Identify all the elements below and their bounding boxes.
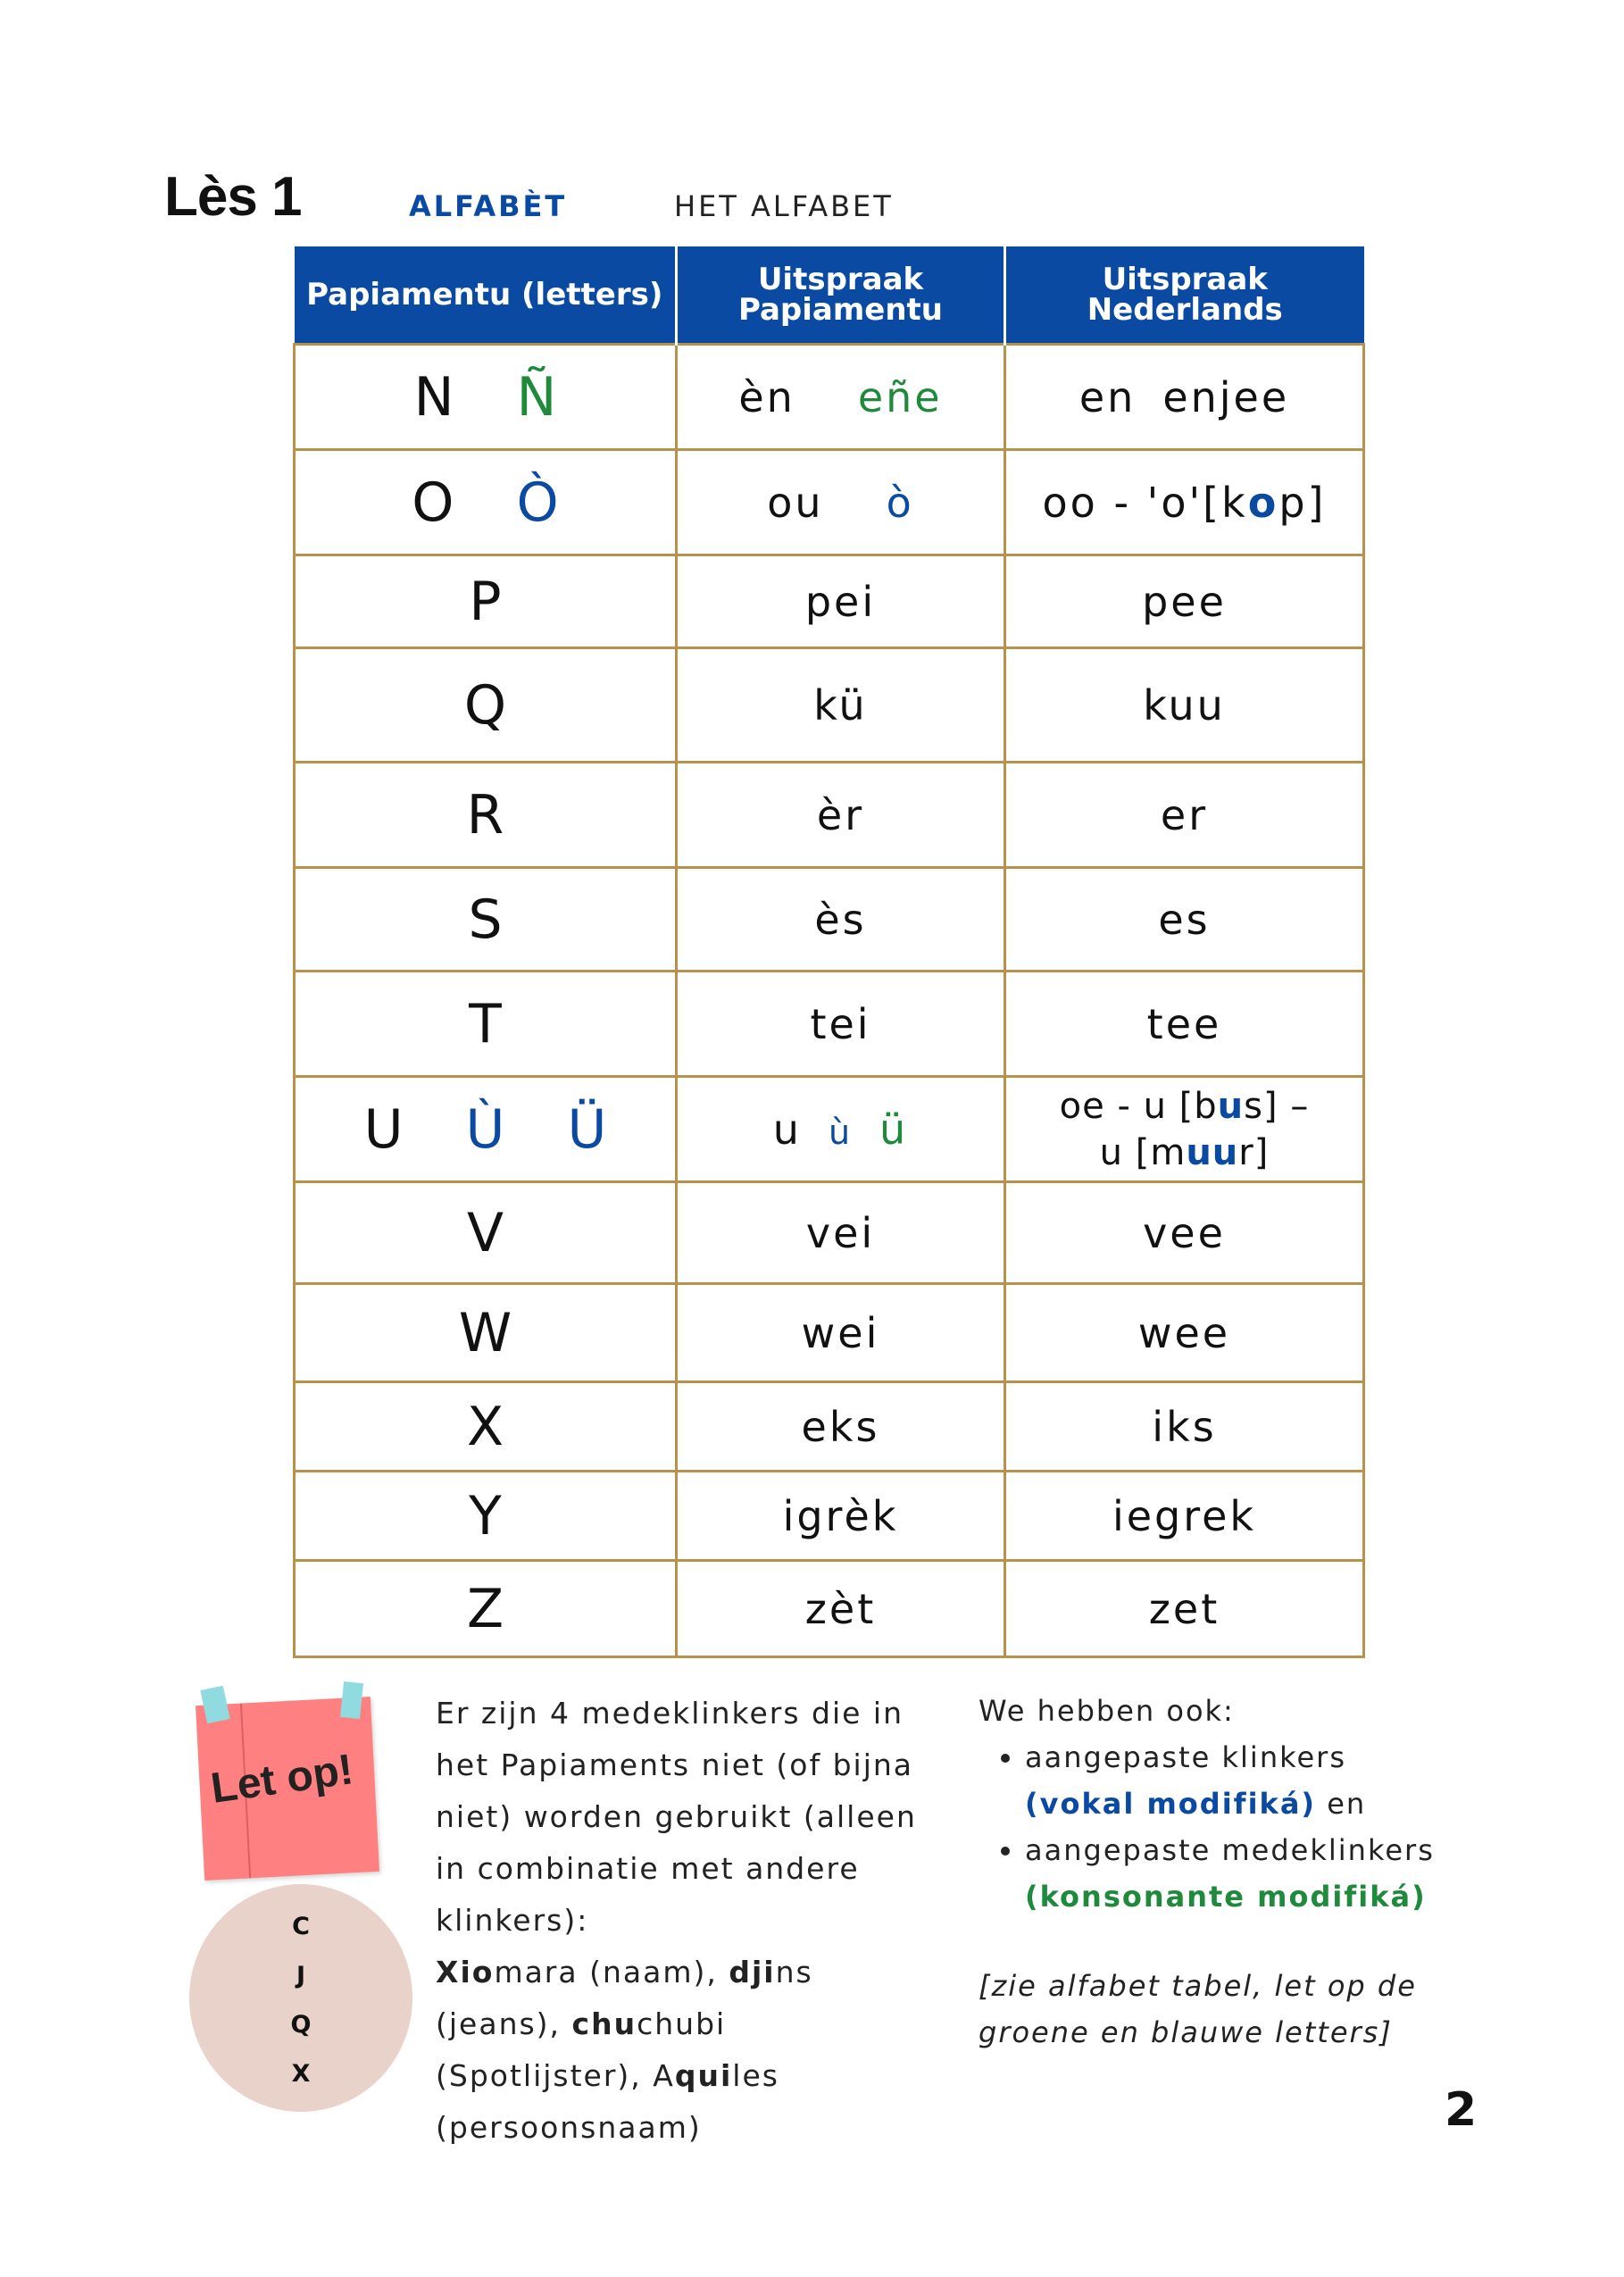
item-term: (vokal modifiká) [1025, 1787, 1317, 1821]
pron-nl-example: 'o'[k [1146, 478, 1248, 527]
table-row [295, 555, 1364, 648]
pron-nl-line2: u [m [1099, 1131, 1187, 1173]
table-row [295, 1561, 1364, 1657]
table-row [295, 1182, 1364, 1284]
pron-dutch-cell: zet [1005, 1561, 1364, 1657]
table-row [295, 1284, 1364, 1382]
letter-cell: Q [295, 648, 677, 763]
letter-cell: Z [295, 1561, 677, 1657]
list-item [1025, 1827, 1478, 1920]
pron-papiamentu-cell: zèt [677, 1561, 1005, 1657]
pron-papiamentu-cell: kü [677, 648, 1005, 763]
letter-cell: T [295, 972, 677, 1077]
item-text: aangepaste klinkers [1025, 1740, 1346, 1774]
example-text: ns (jeans), [436, 1955, 813, 2041]
header-pronunciation-papiamentu: Uitspraak Papiamentu [677, 246, 1005, 345]
pron-dutch-cell [1005, 450, 1364, 555]
letter-cell: W [295, 1284, 677, 1382]
pron-nl-line2-end: r] [1238, 1131, 1270, 1173]
letter: O [412, 471, 454, 534]
alfabet-label: ALFABÈT [409, 189, 568, 223]
table-row [295, 972, 1364, 1077]
item-term: (konsonante modifiká) [1025, 1880, 1427, 1914]
modified-letters-block [979, 1688, 1478, 2056]
example-bold: chu [571, 2006, 637, 2041]
right-intro: We hebben ook: [979, 1694, 1235, 1728]
pron-nl-highlight-2: uu [1186, 1131, 1239, 1173]
alphabet-table [293, 246, 1365, 1658]
example-text: chubi (Spotlijster), [436, 2006, 727, 2093]
pron-papiamentu-cell: tei [677, 972, 1005, 1077]
table-row [295, 1077, 1364, 1182]
letter: U [363, 1097, 404, 1161]
pron-nl-highlight: o [1247, 478, 1279, 527]
pron-papiamentu-cell [677, 1077, 1005, 1182]
lesson-title: Lès 1 [164, 166, 302, 228]
pron-variant: eñe [857, 372, 943, 421]
letter-cell: V [295, 1182, 677, 1284]
letter-cell: P [295, 555, 677, 648]
table-row [295, 345, 1364, 450]
pron: u [772, 1105, 802, 1154]
pron-papiamentu-cell: wei [677, 1284, 1005, 1382]
pron-dutch-cell: wee [1005, 1284, 1364, 1382]
pron-papiamentu-cell: èr [677, 763, 1005, 868]
pron-dutch-cell: iks [1005, 1382, 1364, 1472]
pron-dutch-cell [1005, 1077, 1364, 1182]
table-header-row [295, 246, 1364, 345]
pron-dutch-cell: es [1005, 868, 1364, 972]
example-bold: Xio [436, 1955, 495, 1989]
pron-variant: ò [886, 478, 914, 527]
unused-letter: Q [290, 2011, 312, 2039]
letter-variant: Ò [516, 471, 559, 534]
letter: N [413, 365, 454, 429]
example-bold: qui [674, 2058, 733, 2093]
item-suffix: en [1327, 1787, 1367, 1821]
header-pronunciation-dutch: Uitspraak Nederlands [1005, 246, 1364, 345]
pron-papiamentu-cell: pei [677, 555, 1005, 648]
list-item [1025, 1734, 1478, 1827]
note-label: Let op! [208, 1746, 356, 1813]
consonants-paragraph [436, 1688, 936, 2154]
item-text: aangepaste medeklinkers [1025, 1833, 1435, 1867]
pron-dutch-cell: kuu [1005, 648, 1364, 763]
unused-letters-list [189, 1902, 412, 2098]
pron-nl-example-end: p] [1278, 478, 1327, 527]
letter-cell: S [295, 868, 677, 972]
pron-papiamentu-cell [677, 345, 1005, 450]
tape-icon [340, 1681, 363, 1719]
letter-cell [295, 450, 677, 555]
letter-cell: R [295, 763, 677, 868]
letter-variant: Ñ [516, 365, 557, 429]
pron-papiamentu-cell: igrèk [677, 1472, 1005, 1561]
pron-nl-example-end: s] – [1244, 1085, 1310, 1127]
right-note: [zie alfabet tabel, let op de groene en blauwe letters] [979, 1969, 1417, 2049]
pron-nl: oe - u [b [1059, 1085, 1218, 1127]
subtitle: HET ALFABET [674, 189, 894, 223]
unused-letter: C [292, 1913, 310, 1940]
modified-letters-list [979, 1734, 1478, 1920]
letter-cell [295, 345, 677, 450]
table-row [295, 763, 1364, 868]
pron-papiamentu-cell: eks [677, 1382, 1005, 1472]
pron-nl: en [1079, 372, 1137, 421]
pron-variant-grave: ù [828, 1112, 854, 1152]
pron-nl-variant: enjee [1162, 372, 1290, 421]
pron-variant-umlaut: ü [879, 1105, 909, 1154]
table-row [295, 450, 1364, 555]
letter-cell: X [295, 1382, 677, 1472]
pron: èn [738, 372, 795, 421]
table-row [295, 868, 1364, 972]
pron-dutch-cell: iegrek [1005, 1472, 1364, 1561]
letter-variant-umlaut: Ü [567, 1097, 607, 1161]
letter-cell [295, 1077, 677, 1182]
letter-cell: Y [295, 1472, 677, 1561]
example-text: A [653, 2058, 675, 2093]
pron-dutch-cell: tee [1005, 972, 1364, 1077]
pron-dutch-cell [1005, 345, 1364, 450]
pron-papiamentu-cell: ès [677, 868, 1005, 972]
header-letters: Papiamentu (letters) [295, 246, 677, 345]
pron-nl-highlight: u [1217, 1085, 1245, 1127]
example-bold: dji [729, 1955, 776, 1989]
pron-papiamentu-cell: vei [677, 1182, 1005, 1284]
table-row [295, 1382, 1364, 1472]
example-text: mara (naam), [494, 1955, 718, 1989]
paragraph-intro: Er zijn 4 medeklinkers die in het Papiaments niet (of bijna niet) worden gebruikt (alleen in combinatie met andere klinkers): [436, 1696, 917, 1938]
table-row [295, 1472, 1364, 1561]
unused-letter: J [296, 1962, 306, 1989]
pron-dutch-cell: pee [1005, 555, 1364, 648]
pron-dutch-cell: vee [1005, 1182, 1364, 1284]
example-text: les (persoonsnaam) [436, 2058, 779, 2145]
table-row [295, 648, 1364, 763]
pron-dutch-cell: er [1005, 763, 1364, 868]
pron-nl: oo - [1042, 478, 1132, 527]
page-number: 2 [1445, 2083, 1478, 2137]
pron-papiamentu-cell [677, 450, 1005, 555]
unused-letter: X [291, 2060, 311, 2088]
pron: ou [767, 478, 824, 527]
letter-variant-grave: Ù [465, 1097, 505, 1161]
